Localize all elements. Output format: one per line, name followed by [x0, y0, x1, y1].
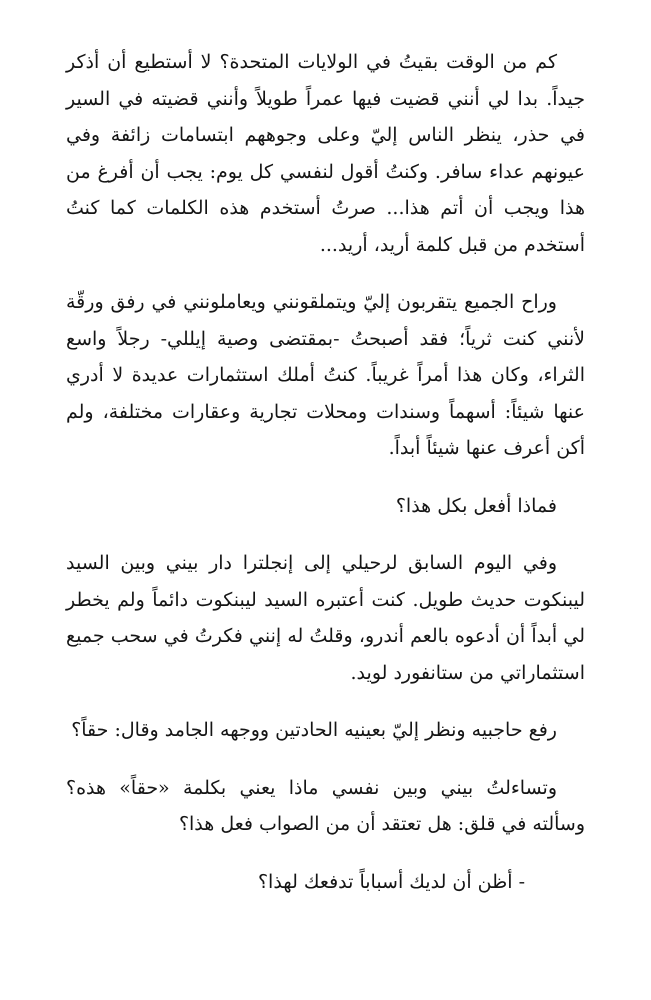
paragraph-4: وفي اليوم السابق لرحيلي إلى إنجلترا دار بيني وبين السيد ليبنكوت حديث طويل. كنت أعتبره السيد ليبنكوت دائماً ولم يخطر لي أبداً أن أدعوه بالعم أندرو، وقلتُ له إنني فكرتُ في سحب جميع استثماراتي من ستانفورد لويد.	[66, 552, 585, 684]
paragraph-2: وراح الجميع يتقربون إليّ ويتملقونني ويعاملونني في رفق ورقّة لأنني كنت ثرياً؛ فقد أصبحتُ -بمقتضى وصية إيللي- رجلاً واسع الثراء، وكان هذا أمراً غريباً. كنتُ أملك استثمارات عديدة لا أدري عنها شيئاً: أسهماً وسندات ومحلات تجارية وعقارات مختلفة، ولم أكن أعرف عنها شيئاً أبداً.	[66, 291, 585, 459]
paragraph-3: فماذا أفعل بكل هذا؟	[395, 494, 557, 517]
paragraph-7-dialog: - أظن أن لديك أسباباً تدفعك لهذا؟	[257, 870, 525, 893]
paragraph-6: وتساءلتُ بيني وبين نفسي ماذا يعني بكلمة «حقاً» هذه؟ وسألته في قلق: هل تعتقد أن من الصواب فعل هذا؟	[66, 776, 585, 835]
paragraph-1: كم من الوقت بقيتُ في الولايات المتحدة؟ لا أستطيع أن أذكر جيداً. بدا لي أنني قضيت فيها عمراً طويلاً وأنني قضيته في السير في حذر، ينظر الناس إليّ وعلى وجوههم ابتسامات زائفة وفي عيونهم عداء سافر. وكنتُ أقول لنفسي كل يوم: يجب أن أفرغ من هذا ويجب أن أتم هذا... صرتُ أستخدم هذه الكلمات كما كنتُ أستخدم من قبل كلمة أريد، أريد...	[66, 51, 585, 256]
paragraph-5: رفع حاجبيه ونظر إليّ بعينيه الحادتين ووجهه الجامد وقال: حقاً؟	[71, 719, 557, 741]
